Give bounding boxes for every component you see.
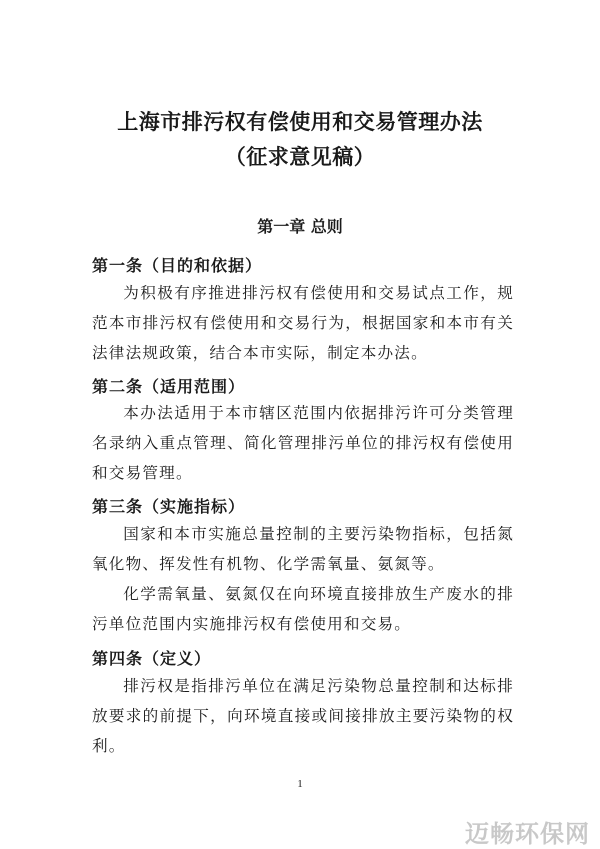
chapter-heading: 第一章 总则 (257, 217, 343, 236)
article-2-heading: 第二条（适用范围） (92, 377, 246, 396)
article-4-paragraph-1: 排污权是指排污单位在满足污染物总量控制和达标排放要求的前提下，向环境直接或间接排放主要污染物的权利。 (92, 677, 514, 755)
article-2-paragraph-1: 本办法适用于本市辖区范围内依据排污许可分类管理名录纳入重点管理、简化管理排污单位的排污权有偿使用和交易管理。 (92, 404, 514, 482)
document-title: 上海市排污权有偿使用和交易管理办法 (117, 109, 483, 134)
site-watermark: 迈畅环保网 (465, 820, 590, 848)
document-subtitle: （征求意见稿） (224, 144, 376, 169)
article-3-paragraph-2: 化学需氧量、氨氮仅在向环境直接排放生产废水的排污单位范围内实施排污权有偿使用和交易。 (92, 585, 514, 633)
article-3-paragraph-1: 国家和本市实施总量控制的主要污染物指标，包括氮氧化物、挥发性有机物、化学需氧量、氨氮等。 (92, 525, 514, 573)
article-1-paragraph-1: 为积极有序推进排污权有偿使用和交易试点工作，规范本市排污权有偿使用和交易行为，根据国家和本市有关法律法规政策，结合本市实际，制定本办法。 (92, 284, 514, 362)
article-4-heading: 第四条（定义） (92, 649, 212, 668)
article-3-heading: 第三条（实施指标） (92, 497, 246, 516)
article-1-heading: 第一条（目的和依据） (92, 256, 263, 275)
page-number: 1 (297, 778, 303, 790)
